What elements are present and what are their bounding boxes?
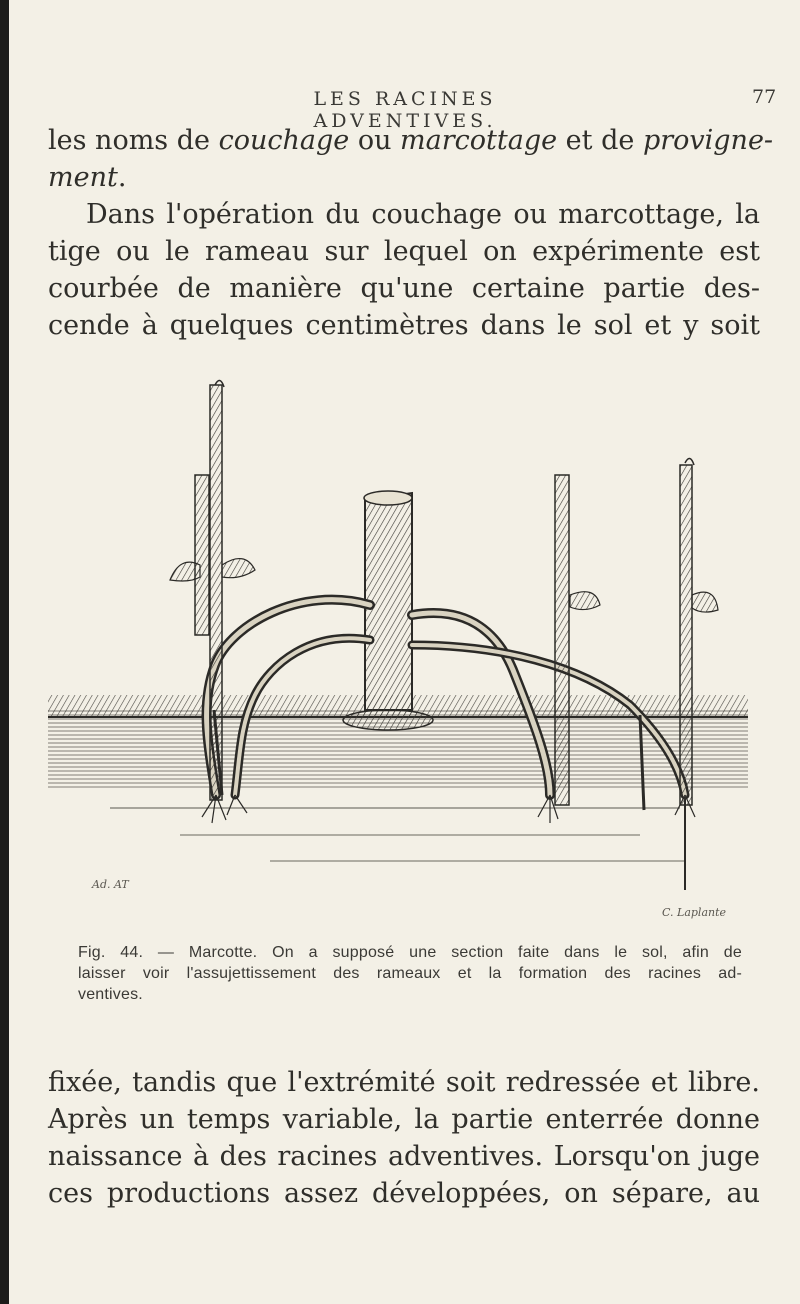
term-provignement: provigne- [642, 125, 774, 156]
text-line: Après un temps variable, la partie enterrée donne [48, 1104, 760, 1135]
text-line: tige ou le rameau sur lequel on expérimente est [48, 236, 760, 267]
text-line: courbée de manière qu'une certaine partie des- [48, 273, 760, 304]
page-number: 77 [752, 86, 777, 108]
adventive-roots [202, 795, 695, 823]
figure-caption [78, 942, 742, 1005]
text-line: les noms de couchage ou marcottage et de provigne- [48, 125, 774, 156]
text-line: Dans l'opération du couchage ou marcottage, la [86, 199, 760, 230]
term-marcottage: marcottage [400, 125, 558, 156]
foliage [170, 559, 718, 613]
text-line: naissance à des racines adventives. Lorsqu'on juge [48, 1141, 760, 1172]
running-title: LES RACINES ADVENTIVES. [313, 88, 497, 132]
text-line: cende à quelques centimètres dans le sol et y soit [48, 310, 760, 341]
text-line: ces productions assez développées, on sépare, au [48, 1178, 760, 1209]
engraver-signature-left: Ad. AT [92, 878, 129, 891]
text-line: fixée, tandis que l'extrémité soit redressée et libre. [48, 1067, 760, 1098]
paragraph-bottom [48, 1064, 760, 1212]
caption-line: Fig. 44. — Marcotte. On a supposé une section faite dans le sol, afin de [78, 944, 742, 961]
engraver-signature-right: C. Laplante [662, 906, 727, 919]
caption-line: laisser voir l'assujettissement des rameaux et la formation des racines ad- [78, 965, 742, 982]
paragraph-top [48, 122, 774, 344]
text-line: ment. [48, 162, 127, 193]
caption-line: ventives. [78, 986, 143, 1003]
engraving-illustration [40, 365, 765, 900]
term-couchage: couchage [218, 125, 350, 156]
figure-marcotte-engraving [40, 365, 765, 900]
